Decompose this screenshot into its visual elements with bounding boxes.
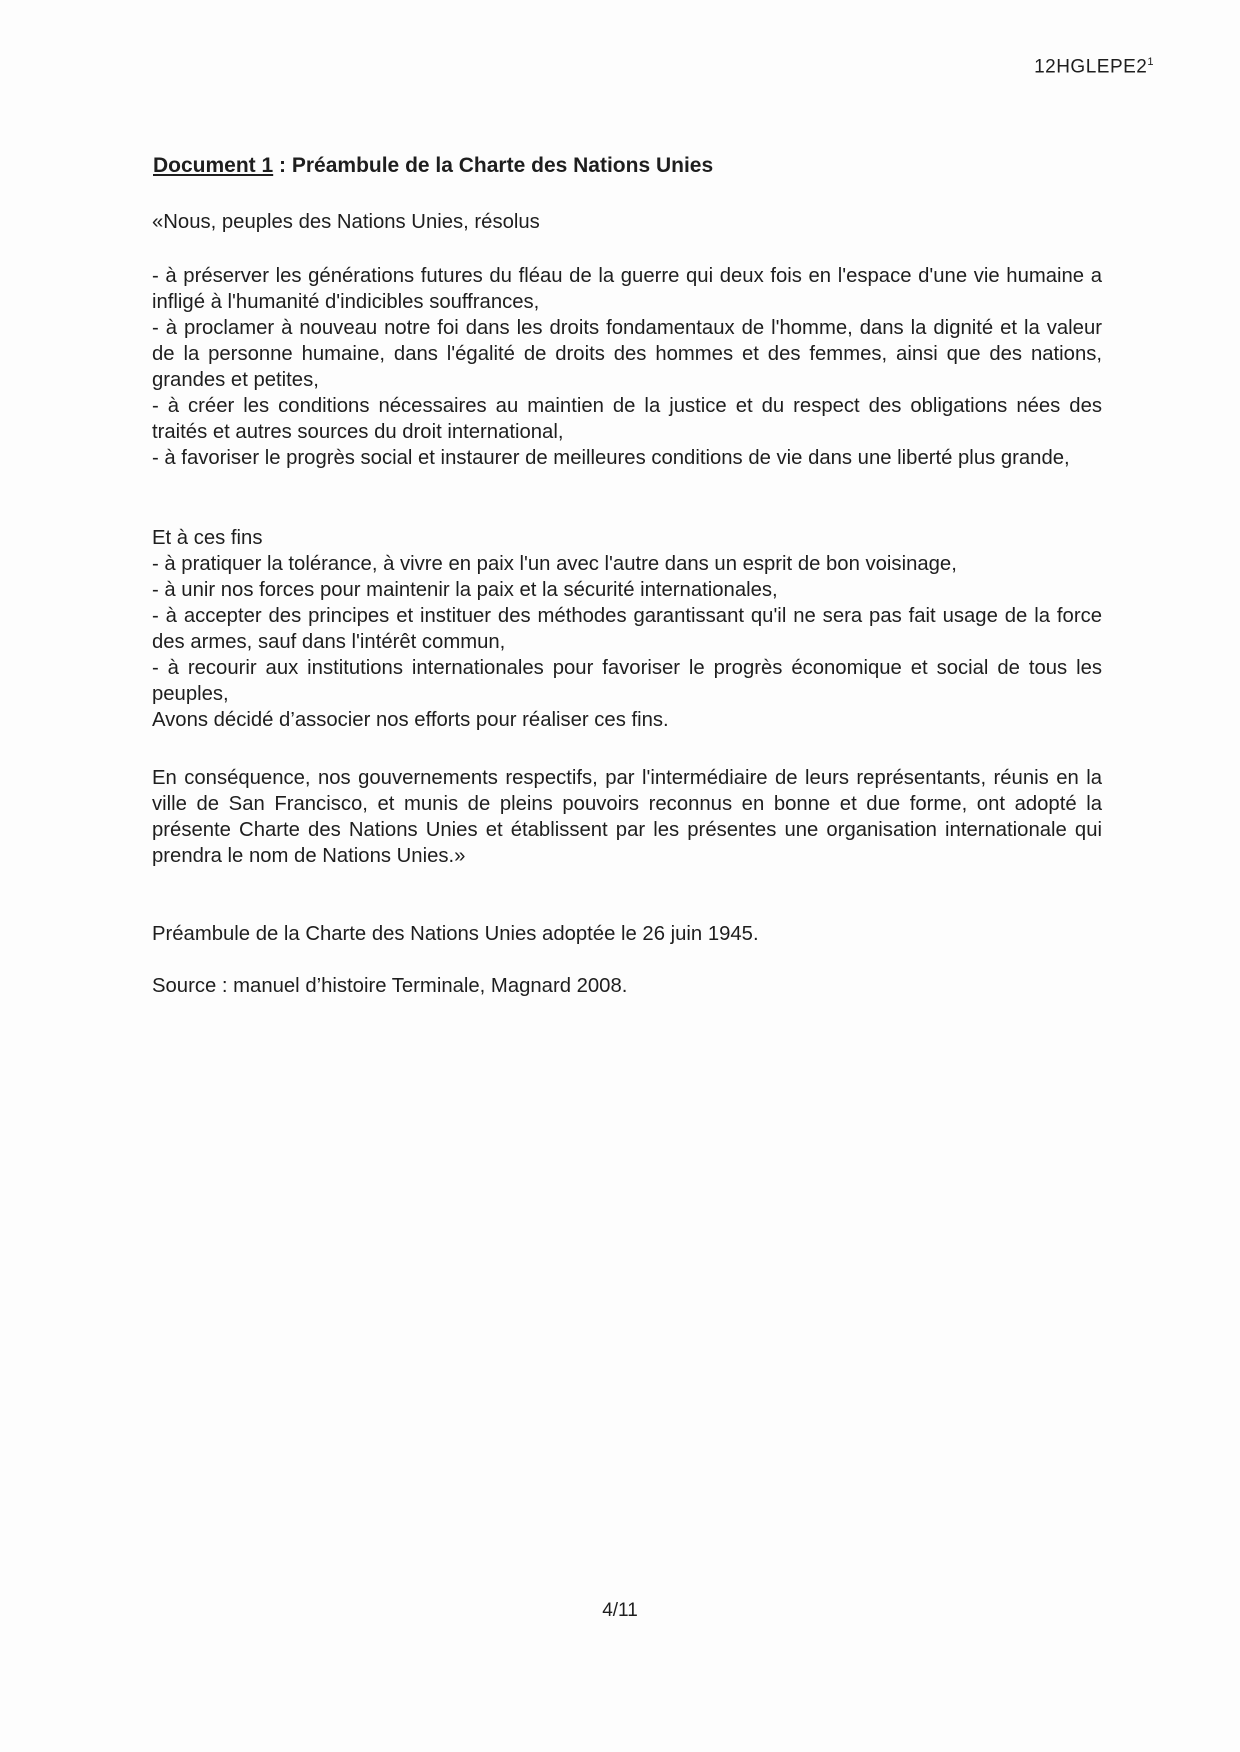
intro-paragraph [152, 209, 1102, 235]
resolution-item: - à préserver les générations futures du fléau de la guerre qui deux fois en l'espace d'une vie humaine a infligé à l'humanité d'indicibles souffrances, [152, 265, 1102, 313]
consequence-paragraph [152, 765, 1102, 869]
resolution-item: - à créer les conditions nécessaires au maintien de la justice et du respect des obligations nées des traités et autres sources du droit international, [152, 395, 1102, 443]
source-note [152, 973, 1102, 999]
ends-intro: Et à ces fins [152, 527, 263, 549]
consequence-text: En conséquence, nos gouvernements respectifs, par l'intermédiaire de leurs représentants, réunis en la ville de San Francisco, et munis de pleins pouvoirs reconnus en bonne et due forme, ont adopté la présente Charte des Nations Unies et établissent par les présentes une organisation internationale qui prendra le nom de Nations Unies.» [152, 767, 1102, 867]
exam-code [1034, 56, 1154, 78]
exam-code-superscript: 1 [1147, 56, 1154, 68]
resolution-item: - à favoriser le progrès social et instaurer de meilleures conditions de vie dans une liberté plus grande, [152, 447, 1070, 469]
resolutions-list [152, 263, 1102, 471]
adoption-text: Préambule de la Charte des Nations Unies adoptée le 26 juin 1945. [152, 923, 759, 945]
exam-code-text: 12HGLEPE2 [1034, 56, 1148, 78]
document-label: Document 1 [153, 154, 274, 177]
decision-text: Avons décidé d’associer nos efforts pour réaliser ces fins. [152, 709, 669, 731]
resolution-item: - à proclamer à nouveau notre foi dans les droits fondamentaux de l'homme, dans la dignité et la valeur de la personne humaine, dans l'égalité de droits des hommes et des femmes, ainsi que des nations, grandes et petites, [152, 317, 1102, 391]
ends-item: - à accepter des principes et instituer des méthodes garantissant qu'il ne sera pas fait usage de la force des armes, sauf dans l'intérêt commun, [152, 605, 1102, 653]
ends-item: - à recourir aux institutions internationales pour favoriser le progrès économique et social de tous les peuples, [152, 657, 1102, 705]
ends-list [152, 525, 1102, 733]
document-title [153, 154, 713, 178]
adoption-note [152, 921, 1102, 947]
intro-text: «Nous, peuples des Nations Unies, résolus [152, 211, 540, 233]
source-text: Source : manuel d’histoire Terminale, Magnard 2008. [152, 975, 628, 997]
ends-item: - à pratiquer la tolérance, à vivre en paix l'un avec l'autre dans un esprit de bon voisinage, [152, 553, 957, 575]
document-title-text: Préambule de la Charte des Nations Unies [291, 154, 714, 177]
ends-item: - à unir nos forces pour maintenir la paix et la sécurité internationales, [152, 579, 778, 601]
page-number: 4/11 [602, 1600, 638, 1621]
title-separator: : [273, 154, 292, 177]
